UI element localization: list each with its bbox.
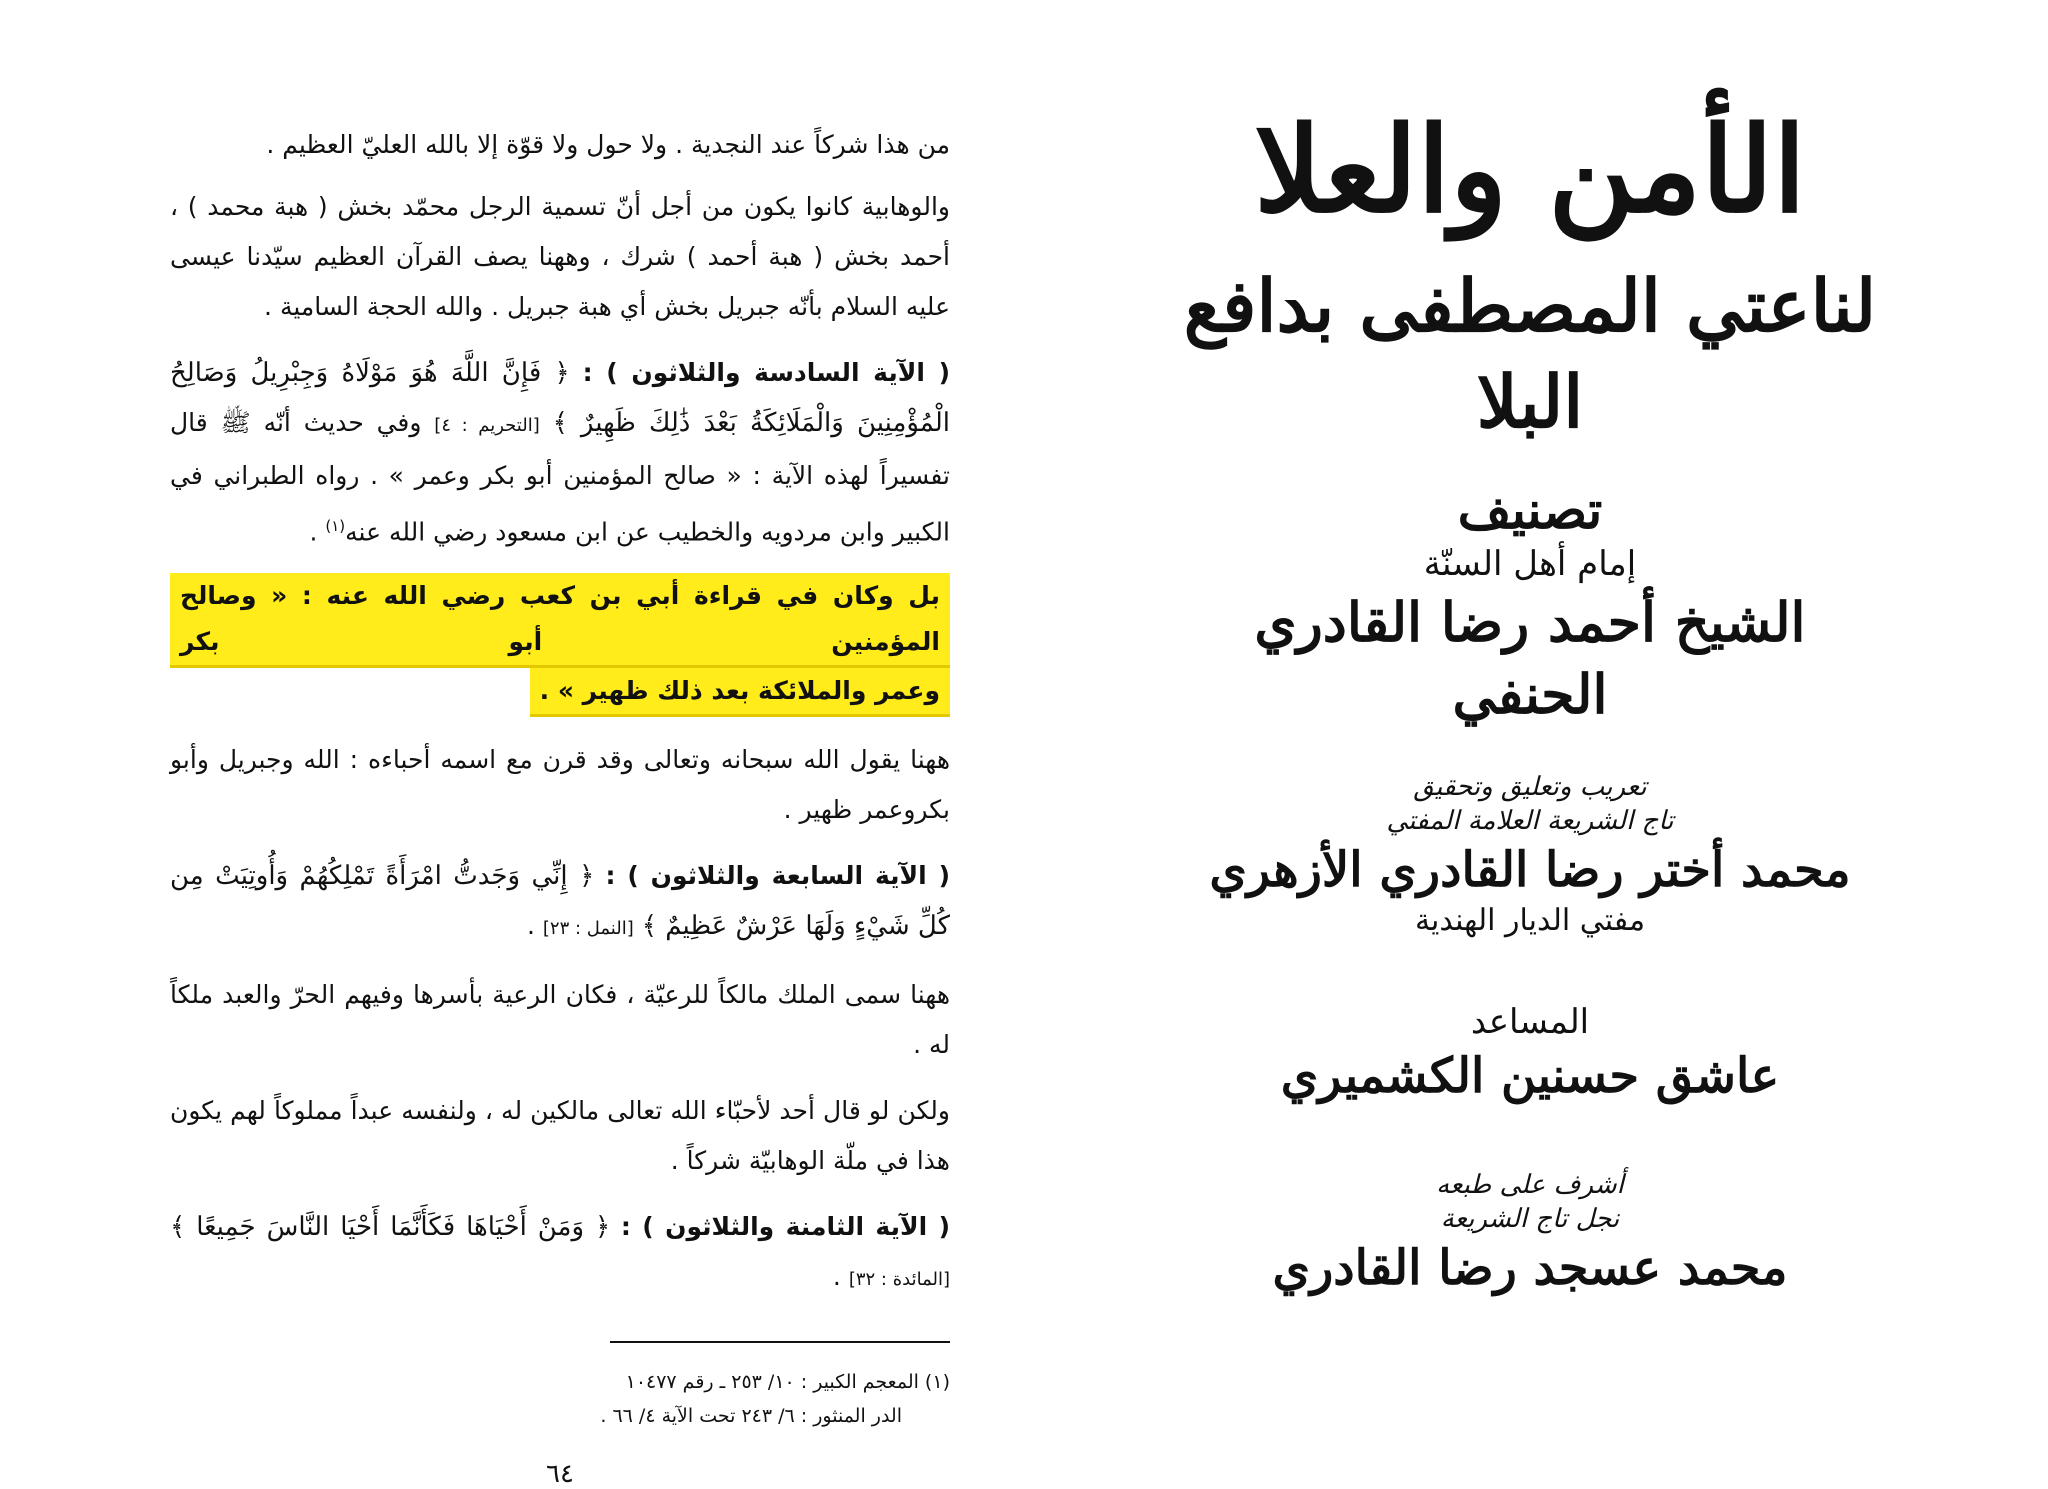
page-number: ٦٤ xyxy=(546,1459,574,1489)
paragraph-6-text: ههنا سمى الملك مالكاً للرعيّة ، فكان الرعية بأسرها وفيهم الحرّ والعبد ملكاً له . xyxy=(170,980,950,1060)
footnote-divider xyxy=(610,1341,950,1343)
paragraph-6 xyxy=(170,970,950,1070)
translator-title: مفتي الديار الهندية xyxy=(1414,903,1646,938)
translation-label: تعريب وتعليق وتحقيق xyxy=(1413,772,1647,802)
print-title: نجل تاج الشريعة xyxy=(1440,1204,1620,1234)
translation-title: تاج الشريعة العلامة المفتي xyxy=(1386,806,1674,836)
verse-38-citation: [المائدة : ٣٢] xyxy=(848,1269,950,1291)
assistant-label: المساعد xyxy=(1470,1002,1590,1042)
paragraph-7-text: ولكن لو قال أحد لأحبّاء الله تعالى مالكين له ، ولنفسه عبداً مملوكاً لهم يكون هذا في ملّة الوهابيّة شركاً . xyxy=(170,1096,950,1176)
paragraph-2-text: والوهابية كانوا يكون من أجل أنّ تسمية الرجل محمّد بخش ( هبة محمد ) ، أحمد بخش ( هبة أحمد ) شرك ، وههنا يصف القرآن العظيم سيّدنا عيسى عليه السلام بأنّه جبريل بخش أي هبة جبريل . والله الحجة السامية . xyxy=(170,192,950,321)
paragraph-1 xyxy=(170,120,950,170)
verse-37-label: ( الآية السابعة والثلاثون ) : xyxy=(605,861,950,891)
highlight-line-1: بل وكان في قراءة أبي بن كعب رضي الله عنه : « وصالح المؤمنين أبو بكر xyxy=(170,573,950,668)
book-subtitle: لناعتي المصطفى بدافع البلا xyxy=(1183,263,1877,444)
imam-label: إمام أهل السنّة xyxy=(1423,544,1637,584)
text-page xyxy=(170,120,951,1489)
footnote-2: الدر المنثور : ٦/ ٢٤٣ تحت الآية ٤/ ٦٦ . xyxy=(600,1405,902,1428)
verse-36-end: . xyxy=(309,517,318,547)
paragraph-4 xyxy=(170,735,950,835)
paragraph-verse-37 xyxy=(170,851,950,954)
highlighted-passage xyxy=(170,573,950,717)
verse-37-quran: ﴿ إِنِّي وَجَدتُّ امْرَأَةً تَمْلِكُهُمْ وَأُوتِيَتْ مِن كُلِّ شَيْءٍ وَلَهَا عَرْشٌ عَظِيمٌ ﴾ xyxy=(170,861,950,942)
title-page xyxy=(1180,100,1880,1430)
author-name: الشيخ أحمد رضا القادري الحنفي xyxy=(1254,590,1806,726)
paragraph-7 xyxy=(170,1086,950,1186)
verse-37-end: . xyxy=(526,911,535,941)
verse-36-commentary: وفي حديث أنّه ﷺ قال تفسيراً لهذه الآية : « صالح المؤمنين أبو بكر وعمر » . رواه الطبراني في الكبير وابن مردويه والخطيب عن ابن مسعود رضي الله عنه xyxy=(170,408,950,547)
footnote-marker: (١) xyxy=(325,517,346,535)
assistant-name: عاشق حسنين الكشميري xyxy=(1280,1048,1780,1104)
print-label: أشرف على طبعه xyxy=(1436,1170,1624,1200)
translator-name: محمد أختر رضا القادري الأزهري xyxy=(1209,842,1851,898)
paragraph-verse-36 xyxy=(170,348,950,557)
paragraph-verse-38 xyxy=(170,1202,950,1305)
book-title: الأمن والعلا xyxy=(1254,100,1806,239)
verse-38-quran: ﴿ وَمَنْ أَحْيَاهَا فَكَأَنَّمَا أَحْيَا النَّاسَ جَمِيعًا ﴾ xyxy=(170,1212,611,1243)
tasnif-label: تصنيف xyxy=(1457,480,1603,541)
paragraph-4-text: ههنا يقول الله سبحانه وتعالى وقد قرن مع اسمه أحباءه : الله وجبريل وأبو بكروعمر ظهير . xyxy=(170,745,950,825)
verse-36-label: ( الآية السادسة والثلاثون ) : xyxy=(582,358,951,387)
paragraph-2 xyxy=(170,182,950,332)
verse-36-quran: ﴿ فَإِنَّ اللَّهَ هُوَ مَوْلَاهُ وَجِبْرِيلُ وَصَالِحُ الْمُؤْمِنِينَ وَالْمَلَائِكَةُ بَعْدَ ذَٰلِكَ ظَهِيرٌ ﴾ xyxy=(170,358,950,438)
verse-36-citation: [التحريم : ٤] xyxy=(434,415,540,436)
supervisor-name: محمد عسجد رضا القادري xyxy=(1272,1240,1788,1296)
footnote-1: (١) المعجم الكبير : ١٠/ ٢٥٣ ـ رقم ١٠٤٧٧ xyxy=(625,1371,950,1394)
verse-38-label: ( الآية الثامنة والثلاثون ) : xyxy=(620,1212,950,1242)
verse-38-end: . xyxy=(832,1262,841,1292)
paragraph-1-text: من هذا شركاً عند النجدية . ولا حول ولا قوّة إلا بالله العليّ العظيم . xyxy=(266,130,950,159)
highlight-line-2: وعمر والملائكة بعد ذلك ظهير » . xyxy=(530,668,950,717)
verse-37-citation: [النمل : ٢٣] xyxy=(542,918,634,940)
